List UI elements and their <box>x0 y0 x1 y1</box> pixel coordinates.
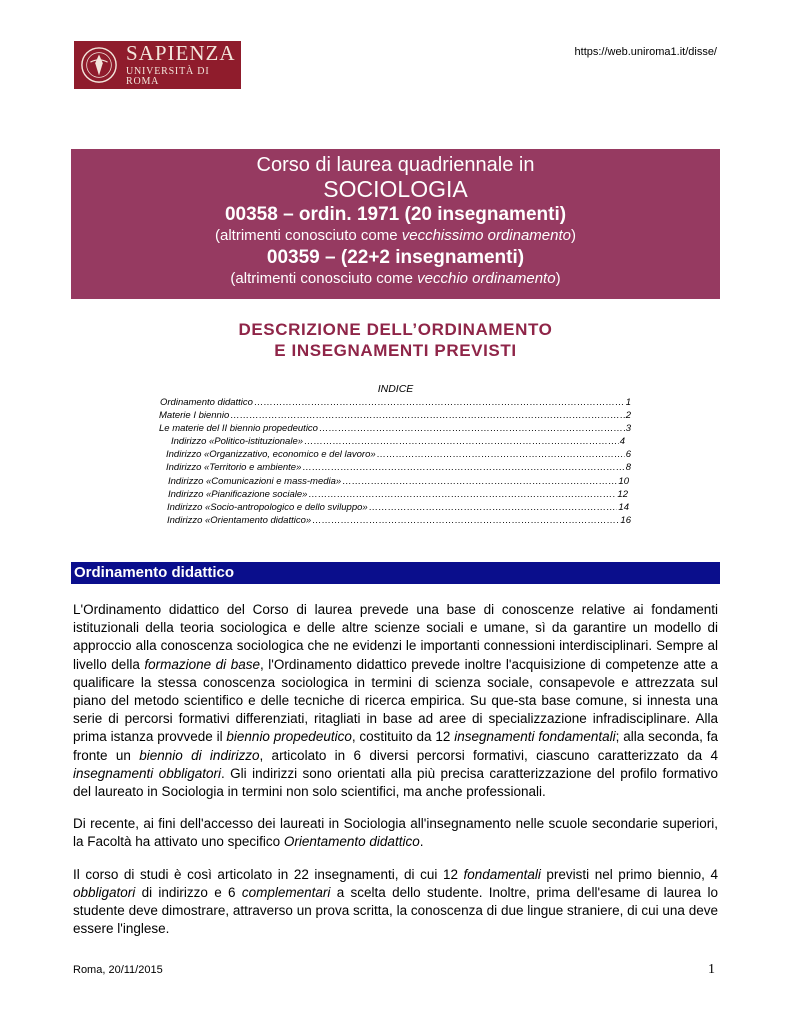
page-url: https://web.uniroma1.it/disse/ <box>574 46 717 58</box>
section-heading: Ordinamento didattico <box>71 562 720 584</box>
university-seal-icon <box>80 46 118 84</box>
toc-item[interactable]: Indirizzo «Comunicazioni e mass-media» …………………………………………………………………………………………………………………………………………… 10 <box>159 475 631 488</box>
toc-item[interactable]: Indirizzo «Territorio e ambiente» …………………………………………………………………………………………………………………………………………… 8 <box>159 461 631 474</box>
index-title: INDICE <box>377 383 414 395</box>
banner-line-note-2: (altrimenti conosciuto come vecchio ordinamento) <box>230 269 561 287</box>
toc-item[interactable]: Indirizzo «Orientamento didattico» …………………………………………………………………………………………………………………………………………… 16 <box>159 514 631 527</box>
toc-item[interactable]: Le materie del II biennio propedeutico …………………………………………………………………………………………………………………………………………… 3 <box>159 422 631 435</box>
page-number: 1 <box>708 962 715 977</box>
banner-line-code-1: 00358 – ordin. 1971 (20 insegnamenti) <box>224 204 567 226</box>
logo-subtitle: UNIVERSITÀ DI ROMA <box>126 66 210 87</box>
sapienza-logo <box>74 41 241 89</box>
paragraph: Il corso di studi è così articolato in 22 insegnamenti, di cui 12 fondamentali previsti nel primo biennio, 4 obbligatori di indirizzo e 6 complementari a scelta dello studente. Inoltre, prima dell'esame di laurea lo studente deve dimostrare, attraverso un prova scritta, la conoscenza di due lingue straniere, di cui una deve essere l'inglese. <box>73 866 719 937</box>
logo-name: SAPIENZA <box>126 41 236 65</box>
banner-line-subject: SOCIOLOGIA <box>323 176 468 202</box>
banner-line-course: Corso di laurea quadriennale in <box>256 154 535 176</box>
paragraph: Di recente, ai fini dell'accesso dei laureati in Sociologia all'insegnamento nelle scuole secondarie superiori, la Facoltà ha attivato uno specifico Orientamento didattico. <box>73 816 718 850</box>
banner-line-code-2: 00359 – (22+2 insegnamenti) <box>266 246 525 268</box>
course-banner <box>71 149 720 299</box>
toc-item[interactable]: Indirizzo «Organizzativo, economico e del lavoro» …………………………………………………………………………………………………………………………………………… 6 <box>159 448 631 461</box>
banner-line-note-1: (altrimenti conosciuto come vecchissimo ordinamento) <box>215 227 576 245</box>
table-of-contents <box>159 396 631 527</box>
footer-date: Roma, 20/11/2015 <box>73 964 163 976</box>
toc-item[interactable]: Indirizzo «Socio-antropologico e dello sviluppo» …………………………………………………………………………………………………………………………………………… 14 <box>159 501 631 514</box>
document-heading: DESCRIZIONE DELL’ORDINAMENTO E INSEGNAMENTI PREVISTI <box>238 320 553 360</box>
paragraph: L'Ordinamento didattico del Corso di laurea prevede una base di conoscenze relative ai fondamenti istituzionali della teoria sociologica e delle altre scienze sociali e umane, sì da garantire un modello di approccio alla conoscenza sociologica che ne evidenzi le importanti connessioni interdisciplinari. Sempre al livello della formazione di base, l'Ordinamento didattico prevede inoltre l'acquisizione di competenze atte a qualificare la stessa conoscenza sociologica in termini di scienza sociale, consapevole e attrezzata sul piano del metodo scientifico e delle tecniche di ricerca empirica. Su que-sta base comune, si innesta una serie di percorsi formativi differenziati, ritagliati in base ad aree di specializzazione infradisciplinare. Alla prima istanza provvede il biennio propedeutico, costituito da 12 insegnamenti fondamentali; alla seconda, fa fronte un biennio di indirizzo, articolato in 6 diversi percorsi formativi, ciascuno caratterizzato da 4 insegnamenti obbligatori. Gli indirizzi sono orientati alla più precisa caratterizzazione del profilo formativo del laureato in Sociologia in termini non solo scientifici, ma anche professionali. <box>73 602 718 800</box>
section-body <box>73 601 718 952</box>
toc-item[interactable]: Indirizzo «Pianificazione sociale» …………………………………………………………………………………………………………………………………………… 12 <box>159 488 631 501</box>
toc-item[interactable]: Ordinamento didattico …………………………………………………………………………………………………………………………………………… 1 <box>159 396 631 409</box>
toc-item[interactable]: Indirizzo «Politico-istituzionale» …………………………………………………………………………………………………………………………………………… 4 <box>159 435 631 448</box>
toc-item[interactable]: Materie I biennio …………………………………………………………………………………………………………………………………………… 2 <box>159 409 631 422</box>
